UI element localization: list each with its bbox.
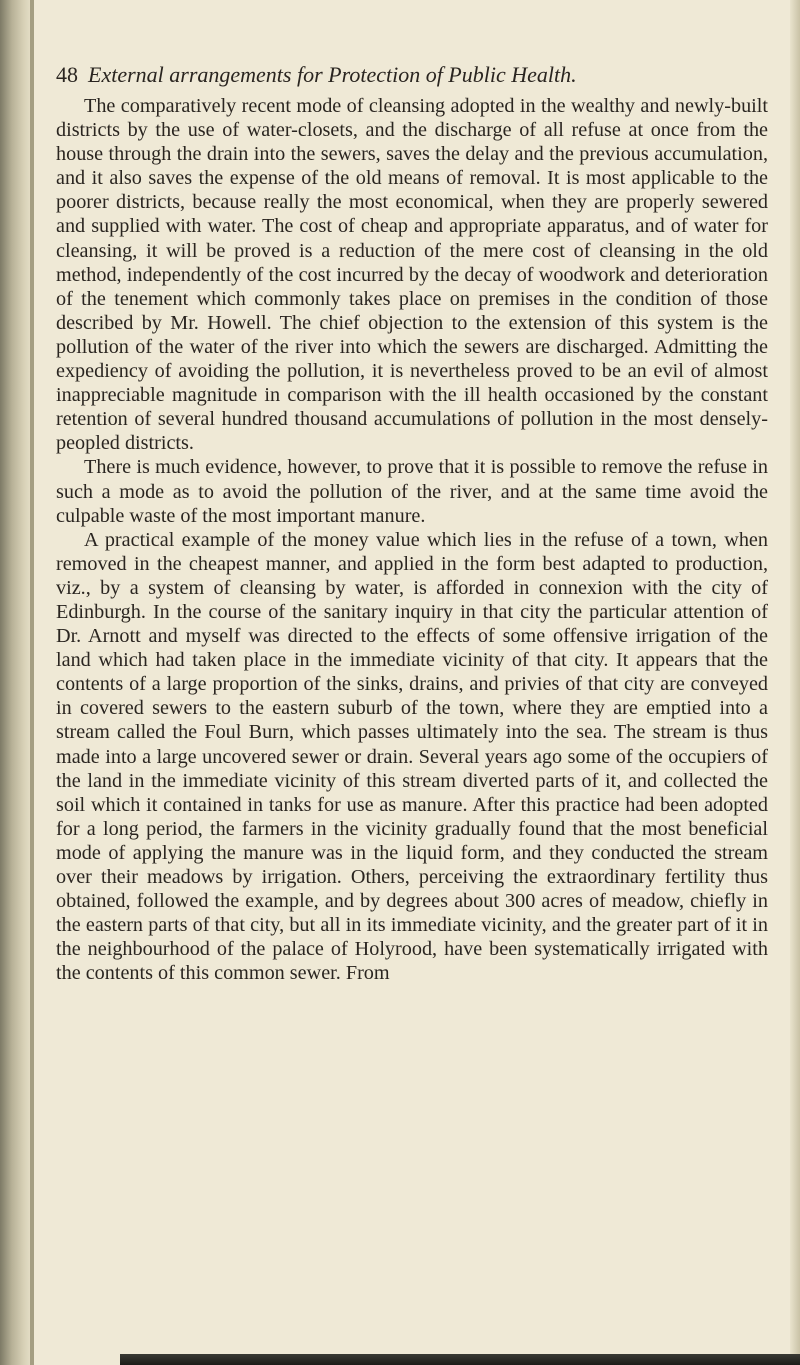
page-bottom-shadow xyxy=(120,1354,800,1365)
book-gutter-shadow xyxy=(0,0,34,1365)
paragraph-cleansing-mode: The comparatively recent mode of cleansing adopted in the wealthy and newly-built districts by the use of water-closets, and the discharge of all refuse at once from the house through the drain into the sewers, saves the delay and the previous accumulation, and it also saves the expense of the old means of removal. It is most applicable to the poorer districts, because really the most economical, when they are properly sewered and supplied with water. The cost of cheap and appropriate apparatus, and of water for cleansing, it will be proved is a reduction of the mere cost of cleansing in the old method, independently of the cost incurred by the decay of woodwork and deterioration of the tenement which commonly takes place on premises in the condition of those described by Mr. Howell. The chief objection to the extension of this system is the pollution of the water of the river into which the sewers are discharged. Admitting the expediency of avoiding the pollution, it is nevertheless proved to be an evil of almost inappreciable magnitude in comparison with the ill health occasioned by the constant retention of several hundred thousand accumulations of pollution in the most densely-peopled districts. xyxy=(56,95,768,455)
running-title: External arrangements for Protection of Public Health. xyxy=(88,62,577,87)
book-page xyxy=(56,60,768,985)
paragraph-edinburgh-example: A practical example of the money value which lies in the refuse of a town, when removed in the cheapest manner, and applied in the form best adapted to production, viz., by a system of cleansing by water, is afforded in connexion with the city of Edinburgh. In the course of the sanitary inquiry in that city the particular attention of Dr. Arnott and myself was directed to the effects of some offensive irrigation of the land which had taken place in the immediate vicinity of that city. It appears that the contents of a large proportion of the sinks, drains, and privies of that city are conveyed in covered sewers to the eastern suburb of the town, where they are emptied into a stream called the Foul Burn, which passes ultimately into the sea. The stream is thus made into a large uncovered sewer or drain. Several years ago some of the occupiers of the land in the immediate vicinity of this stream diverted parts of it, and collected the soil which it contained in tanks for use as manure. After this practice had been adopted for a long period, the farmers in the vicinity gradually found that the most beneficial mode of applying the manure was in the liquid form, and they conducted the stream over their meadows by irrigation. Others, perceiving the extraordinary fertility thus obtained, followed the example, and by degrees about 300 acres of meadow, chiefly in the eastern parts of that city, but all in its immediate vicinity, and the greater part of it in the neighbourhood of the palace of Holyrood, have been systematically irrigated with the contents of this common sewer. From xyxy=(56,528,768,985)
running-header xyxy=(56,60,768,90)
page-number: 48 xyxy=(56,62,78,87)
binding-edge xyxy=(30,0,34,1365)
paragraph-evidence: There is much evidence, however, to prove that it is possible to remove the refuse in such a mode as to avoid the pollution of the river, and at the same time avoid the culpable waste of the most important manure. xyxy=(56,456,768,527)
page-right-edge xyxy=(790,0,800,1365)
